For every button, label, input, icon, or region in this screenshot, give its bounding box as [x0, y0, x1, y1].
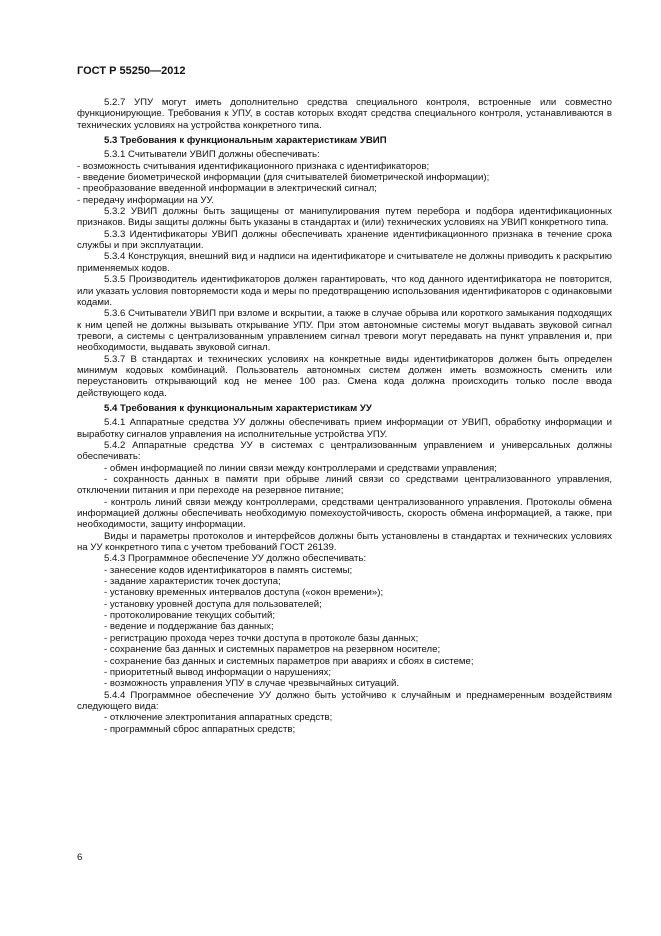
list-item: - сохранение баз данных и системных параметров на резервном носителе; — [104, 644, 441, 656]
list-item: - протоколирование текущих событий; — [104, 610, 276, 622]
paragraph-5-2-7: 5.2.7 УПУ могут иметь дополнительно средства специального контроля, встроенные или совместно функционирующие. Требования к УПУ, в состав которых входят средства специального контроля, устанавливаются в технических условиях на устройства конкретного типа. — [77, 97, 612, 131]
list-item: - регистрацию прохода через точки доступа в протоколе базы данных; — [104, 632, 419, 644]
list-item: - приоритетный вывод информации о нарушениях; — [104, 666, 332, 678]
paragraph-5-4-4: 5.4.4 Программное обеспечение УУ должно быть устойчиво к случайным и преднамеренным воздействиям следующего вида: — [77, 689, 612, 712]
document-number-header: ГОСТ Р 55250—2012 — [77, 65, 186, 77]
list-item: - занесение кодов идентификаторов в память системы; — [104, 564, 353, 576]
list-item: - обмен информацией по линии связи между контроллерами и средствами управления; — [104, 462, 497, 474]
paragraph-5-3-3: 5.3.3 Идентификаторы УВИП должны обеспечивать хранение идентификационного признака в течение срока службы и при эксплуатации. — [77, 228, 612, 252]
list-item: - программный сброс аппаратных средств; — [104, 723, 296, 735]
list-item: - установку временных интервалов доступа («окон времени»); — [104, 587, 384, 599]
page-number: 6 — [77, 852, 83, 863]
list-item: - контроль линий связи между контроллерами, средствами централизованного управления. Протоколы обмена информацией должны обеспечивать необходимую помехоустойчивость, скорость обмена информацией, а также, при необходимости, защиту информации. — [77, 496, 612, 531]
document-body — [77, 97, 612, 735]
section-heading-5-3: 5.3 Требования к функциональным характеристикам УВИП — [104, 135, 387, 147]
paragraph-protocols: Виды и параметры протоколов и интерфейсов должны быть установлены в стандартах и технических условиях на УУ конкретного типа с учетом требований ГОСТ 26139. — [77, 530, 612, 554]
section-heading-5-4: 5.4 Требования к функциональным характеристикам УУ — [104, 402, 372, 414]
list-item: - возможность управления УПУ в случае чрезвычайных ситуаций. — [104, 678, 399, 690]
paragraph-5-4-1: 5.4.1 Аппаратные средства УУ должны обеспечивать прием информации от УВИП, обработку информации и выработку сигналов управления на исполнительные устройства УПУ. — [77, 417, 612, 440]
list-item: - введение биометрической информации (для считывателей биометрической информации); — [77, 172, 490, 184]
paragraph-5-4-2: 5.4.2 Аппаратные средства УУ в системах с централизованным управлением и универсальных должны обеспечивать: — [77, 439, 612, 463]
paragraph-5-4-3: 5.4.3 Программное обеспечение УУ должно обеспечивать: — [104, 553, 367, 565]
list-item: - сохранность данных в памяти при обрыве линий связи со средствами централизованного управления, отключении питания и при переходе на резервное питание; — [77, 474, 612, 497]
list-item: - отключение электропитания аппаратных средств; — [104, 712, 333, 724]
list-item: - задание характеристик точек доступа; — [104, 576, 281, 588]
paragraph-5-3-1: 5.3.1 Считыватели УВИП должны обеспечивать: — [104, 149, 320, 161]
paragraph-5-3-2: 5.3.2 УВИП должны быть защищены от манипулирования путем перебора и подбора идентификационных признаков. Виды защиты должны быть указаны в стандартах и (или) технических условиях на УВИП конкретного типа. — [77, 206, 612, 229]
list-item: - возможность считывания идентификационного признака с идентификаторов; — [77, 160, 430, 172]
paragraph-5-3-5: 5.3.5 Производитель идентификаторов должен гарантировать, что код данного идентификатора не повторится, или указать условия повторяемости кода и меры по предотвращению использования идентификаторов с одинаковыми кодами. — [77, 274, 612, 308]
list-item: - установку уровней доступа для пользователей; — [104, 598, 322, 610]
paragraph-5-3-7: 5.3.7 В стандартах и технических условиях на конкретные виды идентификаторов должен быть определен минимум кодовых комбинаций. Пользователь автономных систем должен иметь возможность сменить или переустановить открывающий код не менее 100 раз. Смена кода должна происходить только после ввода действующего кода. — [77, 353, 612, 399]
paragraph-5-3-4: 5.3.4 Конструкция, внешний вид и надписи на идентификаторе и считывателе не должны приводить к раскрытию применяемых кодов. — [77, 251, 612, 274]
list-item: - ведение и поддержание баз данных; — [104, 621, 274, 633]
list-item: - сохранение баз данных и системных параметров при авариях и сбоях в системе; — [104, 655, 474, 667]
list-item: - преобразование введенной информации в электрический сигнал; — [77, 183, 377, 195]
list-item: - передачу информации на УУ. — [77, 194, 214, 206]
paragraph-5-3-6: 5.3.6 Считыватели УВИП при взломе и вскрытии, а также в случае обрыва или короткого замыкания подходящих к ним цепей не должны вызывать открывание УПУ. При этом автономные системы могут выдавать звуковой сигнал тревоги, а системы с централизованным управлением сигнал тревоги могут передавать на пункт управления и, при необходимости, выдавать звуковой сигнал. — [77, 308, 612, 354]
document-page — [77, 64, 612, 735]
